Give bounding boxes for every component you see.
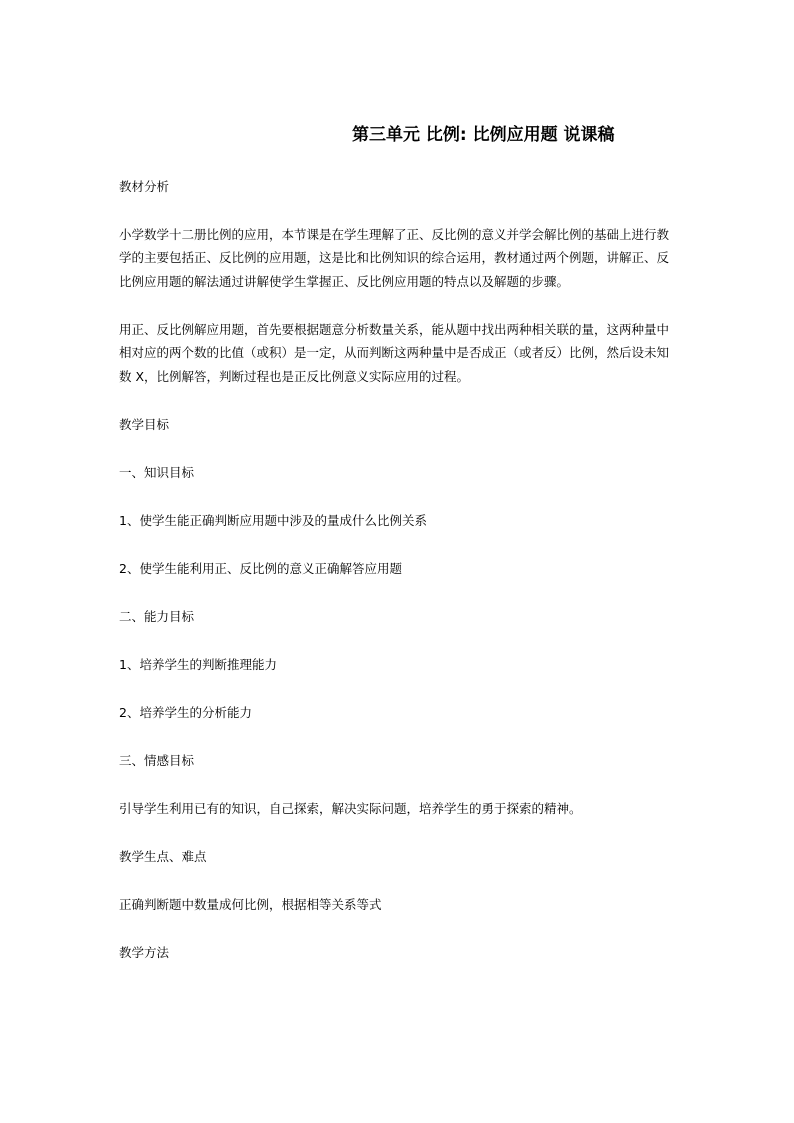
section-heading-key-points: 教学生点、难点: [119, 848, 207, 864]
section-heading-teaching-methods: 教学方法: [119, 944, 170, 960]
document-body: [119, 175, 679, 964]
list-item-ability-2: 2、培养学生的分析能力: [119, 704, 252, 720]
section-heading-teaching-goals: 教学目标: [119, 416, 170, 432]
paragraph-key-points: 正确判断题中数量成何比例，根据相等关系等式: [119, 896, 382, 912]
subheading-knowledge-goals: 一、知识目标: [119, 464, 195, 480]
section-heading-material-analysis: 教材分析: [119, 179, 170, 194]
subheading-emotion-goals: 三、情感目标: [119, 752, 195, 768]
list-item-ability-1: 1、培养学生的判断推理能力: [119, 656, 277, 672]
list-item-knowledge-1: 1、使学生能正确判断应用题中涉及的量成什么比例关系: [119, 512, 427, 528]
subheading-ability-goals: 二、能力目标: [119, 608, 195, 624]
paragraph-emotion-goals: 引导学生利用已有的知识，自己探索，解决实际问题，培养学生的勇于探索的精神。: [119, 800, 582, 816]
paragraph-solving-method: 用正、反比例解应用题，首先要根据题意分析数量关系，能从题中找出两种相关联的量，这两种量中相对应的两个数的比值（或积）是一定，从而判断这两种量中是否成正（或者反）比例，然后设未知数 X，比例解答，判断过程也是正反比例意义实际应用的过程。: [119, 321, 670, 384]
document-title: 第三单元 比例: 比例应用题 说课稿: [352, 125, 615, 145]
list-item-knowledge-2: 2、使学生能利用正、反比例的意义正确解答应用题: [119, 560, 402, 576]
paragraph-material-analysis: 小学数学十二册比例的应用，本节课是在学生理解了正、反比例的意义并学会解比例的基础上进行教学的主要包括正、反比例的应用题，这是比和比例知识的综合运用，教材通过两个例题，讲解正、反比例应用题的解法通过讲解使学生掌握正、反比例应用题的特点以及解题的步骤。: [119, 227, 670, 289]
